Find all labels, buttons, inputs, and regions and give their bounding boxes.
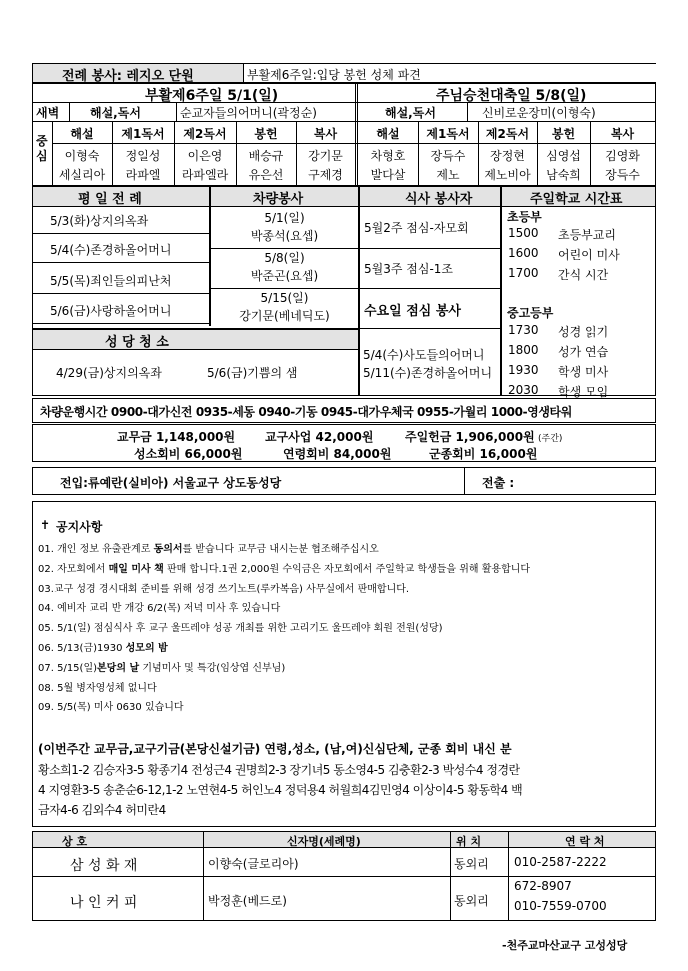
meal-line-2 bbox=[359, 288, 500, 289]
school-time: 1930 bbox=[508, 363, 539, 377]
school-time: 1700 bbox=[508, 266, 539, 280]
donor-line: 금자4-6 김외수4 허미란4 bbox=[38, 803, 166, 817]
name-line1: 이형숙 bbox=[64, 149, 100, 163]
biz-header-loc: 위 치 bbox=[456, 835, 482, 848]
weekday-header: 평 일 전 례 bbox=[78, 192, 142, 207]
biz-row-line bbox=[33, 876, 655, 877]
meal-line-3 bbox=[359, 328, 500, 329]
notice-item bbox=[38, 540, 379, 555]
vehicle-date: 5/8(일) bbox=[264, 251, 305, 265]
weekday-item: 5/3(화)상지의옥좌 bbox=[50, 214, 149, 228]
notice-text: 04. 예비자 교리 반 개강 6/2(목) 저녁 미사 후 있습니다 bbox=[38, 603, 281, 615]
finance-military: 군종회비 16,000원 bbox=[429, 447, 538, 461]
middle-divider-2 bbox=[358, 187, 360, 395]
school-time: 1800 bbox=[508, 343, 539, 357]
school-time: 1600 bbox=[508, 246, 539, 260]
notice-text: 03.교구 성경 경시대회 준비를 위해 성경 쓰기노트(루카복음) 사무실에서 판매합니다. bbox=[38, 583, 410, 595]
notice-item bbox=[38, 599, 280, 614]
school-activity: 학생 모임 bbox=[558, 385, 609, 399]
mid-label: 중고등부 bbox=[507, 306, 554, 320]
name-line2: 장득수 bbox=[605, 168, 640, 182]
school-activity: 어린이 미사 bbox=[558, 248, 620, 262]
notice-highlight: 성모의 밤 bbox=[125, 643, 168, 654]
name-line1: 장정현 bbox=[490, 149, 525, 163]
notice-item bbox=[38, 659, 285, 674]
vehicle-date: 5/1(일) bbox=[264, 211, 305, 225]
biz-row2-phone1: 672-8907 bbox=[514, 879, 572, 893]
notice-text: 05. 5/1(일) 점심식사 후 교구 울뜨레야 성공 개최를 위한 고리기도 울뜨레야 회원 전원(성당) bbox=[38, 623, 443, 635]
notice-text: 판매 합니다.1권 2,000원 수익금은 자모회에서 주일학교 학생들을 위해 활용합니다 bbox=[163, 563, 531, 575]
vehicle-name: 강기문(베네딕도) bbox=[239, 309, 330, 323]
liturgy-parts-text: 부활제6주일:입당 봉헌 성체 파견 bbox=[247, 68, 421, 82]
name-line1: 심영섭 bbox=[546, 149, 581, 163]
school-activity: 성경 읽기 bbox=[558, 325, 609, 339]
notice-text: 기념미사 및 특강(임상엽 신부님) bbox=[139, 662, 286, 674]
biz-row1-loc: 동외리 bbox=[454, 857, 489, 871]
middle-divider-3 bbox=[500, 187, 502, 395]
notice-text: 를 받습니다 교무금 내시는분 협조해주십시오 bbox=[182, 544, 379, 555]
finance-funeral: 연령회비 84,000원 bbox=[283, 447, 392, 461]
biz-row2-loc: 동외리 bbox=[454, 894, 489, 908]
dawn-w1-role: 해설,독서 bbox=[90, 106, 141, 120]
notice-text: 06. 5/13(금)1930 bbox=[38, 643, 126, 654]
weekday-item: 5/6(금)사랑하올어머니 bbox=[50, 304, 172, 318]
school-time: 1730 bbox=[508, 323, 539, 337]
biz-row2-phone2: 010-7559-0700 bbox=[514, 899, 607, 913]
dawn-w2-role: 해설,독서 bbox=[385, 106, 436, 120]
name-line1: 이은영 bbox=[187, 149, 223, 163]
name-line2: 유은선 bbox=[248, 168, 284, 182]
role-label-2: 제2독서 bbox=[183, 127, 227, 141]
name-line1: 정일성 bbox=[125, 149, 161, 163]
dawn-label: 새벽 bbox=[36, 106, 60, 120]
biz-row1-person: 이향숙(글로리아) bbox=[208, 857, 299, 871]
transfer-in: 전입:류예란(실비아) 서울교구 상도동성당 bbox=[60, 476, 282, 490]
meal-header: 식사 봉사자 bbox=[405, 192, 473, 207]
vehicle-header: 차량봉사 bbox=[253, 192, 304, 207]
school-activity: 간식 시간 bbox=[558, 268, 609, 282]
name-line2: 발다살 bbox=[370, 168, 406, 182]
notice-item bbox=[38, 679, 157, 694]
name-line2: 라파엘라 bbox=[181, 168, 229, 182]
school-time: 1500 bbox=[508, 226, 539, 240]
biz-row2-name: 나 인 커 피 bbox=[70, 895, 138, 911]
finance-tithe: 교무금 1,148,000원 bbox=[117, 430, 236, 444]
name-line2: 구제경 bbox=[308, 168, 343, 182]
notices-title: 공지사항 bbox=[56, 520, 103, 534]
notice-text: 07. 5/15(일) bbox=[38, 662, 98, 674]
vehicle-name: 박준곤(요셉) bbox=[250, 269, 319, 283]
donor-line: 황소희1-2 김승자3-5 황종기4 전성근4 권명희2-3 장기녀5 동소영4-5 김충환2-3 박성수4 정경란 bbox=[38, 763, 520, 777]
notice-text: 01. 개인 정보 유출관계로 bbox=[38, 544, 154, 555]
name-line2: 제노 bbox=[436, 168, 460, 182]
notice-highlight: 동의서 bbox=[153, 544, 183, 555]
transfer-out: 전출 : bbox=[482, 476, 515, 490]
role-label-1: 제1독서 bbox=[121, 127, 165, 141]
name-line2: 남숙희 bbox=[546, 168, 581, 182]
weekday-item: 5/5(목)죄인들의피난처 bbox=[50, 274, 172, 288]
dawn-divider-a bbox=[69, 103, 70, 121]
school-activity: 성가 연습 bbox=[558, 345, 609, 359]
liturgy-service-label: 전례 봉사: 레지오 단원 bbox=[62, 69, 194, 84]
notice-cross-icon: ✝ bbox=[40, 518, 51, 532]
role-label-3: 봉헌 bbox=[551, 127, 576, 141]
dawn-w2-name: 신비로운장미(이형숙) bbox=[482, 106, 596, 120]
biz-row2-person: 박정훈(베드로) bbox=[208, 894, 287, 908]
notice-item bbox=[38, 619, 443, 634]
dawn-w1-name: 순교자들의어머니(곽정순) bbox=[180, 106, 317, 120]
role-label-4: 복사 bbox=[610, 127, 635, 141]
biz-row1-name: 삼 성 화 재 bbox=[70, 858, 138, 874]
biz-header-phone: 연 락 처 bbox=[565, 835, 605, 848]
notice-text: 02. 자모회에서 bbox=[38, 563, 109, 575]
meal-wed-item-2: 5/11(수)존경하올어머니 bbox=[363, 366, 493, 380]
meal-line-1 bbox=[359, 248, 500, 249]
biz-header-person: 신자명(세례명) bbox=[287, 835, 361, 848]
weekday-item: 5/4(수)존경하올어머니 bbox=[50, 243, 172, 257]
transfer-divider bbox=[464, 467, 465, 495]
finance-vocation: 성소회비 66,000원 bbox=[134, 447, 243, 461]
cleaning-item-2: 5/6(금)기쁨의 샘 bbox=[207, 366, 298, 380]
name-line1: 김영화 bbox=[605, 149, 640, 163]
school-header: 주일학교 시간표 bbox=[530, 192, 623, 207]
name-line1: 장득수 bbox=[430, 149, 466, 163]
notice-text: 08. 5월 병자영성체 없니다 bbox=[38, 682, 157, 694]
school-activity: 초등부교리 bbox=[558, 228, 616, 242]
cleaning-header-row bbox=[33, 328, 358, 350]
donor-line: 4 지영환3-5 송춘순6-12,1-2 노연현4-5 허인노4 정덕용4 허월희4김민영4 이상이4-5 황동학4 백 bbox=[38, 783, 523, 797]
meal-item-1: 5월2주 점심-자모회 bbox=[364, 221, 469, 235]
notice-item bbox=[38, 580, 409, 595]
notice-item bbox=[38, 698, 184, 713]
vehicle-date: 5/15(일) bbox=[260, 291, 309, 305]
week1-title: 부활제6주일 5/1(일) bbox=[145, 88, 279, 104]
week2-title: 주님승천대축일 5/8(일) bbox=[436, 88, 587, 104]
name-line1: 강기문 bbox=[308, 149, 343, 163]
biz-row1-phone: 010-2587-2222 bbox=[514, 855, 607, 869]
elem-label: 초등부 bbox=[507, 210, 542, 224]
notice-item bbox=[38, 639, 168, 654]
notice-item bbox=[38, 560, 530, 575]
meal-item-2: 5월3주 점심-1조 bbox=[364, 262, 454, 276]
name-line1: 차형호 bbox=[370, 149, 406, 163]
name-line1: 배승규 bbox=[248, 149, 284, 163]
cleaning-header: 성 당 청 소 bbox=[105, 335, 169, 350]
meal-wed-label: 수요일 점심 봉사 bbox=[364, 304, 461, 319]
role-label-0: 해설 bbox=[376, 127, 400, 141]
notice-text: 09. 5/5(목) 미사 0630 있습니다 bbox=[38, 702, 184, 714]
finance-diocese: 교구사업 42,000원 bbox=[265, 430, 374, 444]
role-label-0: 해설 bbox=[70, 127, 94, 141]
role-label-2: 제2독서 bbox=[485, 127, 530, 141]
notice-highlight: 매일 미사 책 bbox=[108, 563, 164, 575]
shuttle-text: 차량운행시간 0900-대가신전 0935-세동 0940-기동 0945-대가우체국 0955-가월리 1000-영생타워 bbox=[40, 405, 572, 419]
donors-title: (이번주간 교무금,교구기금(본당신설기금) 연령,성소, (남,여)신심단체, 군종 회비 내신 분 bbox=[38, 742, 512, 756]
school-time: 2030 bbox=[508, 383, 539, 397]
center-label: 중심 bbox=[36, 134, 48, 163]
role-label-3: 봉헌 bbox=[254, 127, 278, 141]
meal-wed-item-1: 5/4(수)사도들의어머니 bbox=[363, 348, 485, 362]
finance-offering-note: (주간) bbox=[538, 434, 563, 444]
biz-header-name: 상 호 bbox=[62, 835, 88, 848]
name-line2: 세실리아 bbox=[58, 168, 106, 182]
notice-highlight: 본당의 날 bbox=[97, 662, 140, 674]
footer-parish: -천주교마산교구 고성성당 bbox=[502, 939, 628, 952]
role-label-1: 제1독서 bbox=[426, 127, 470, 141]
name-line2: 제노비아 bbox=[484, 168, 531, 182]
name-line2: 라파엘 bbox=[125, 168, 161, 182]
vehicle-name: 박종석(요셉) bbox=[250, 229, 319, 243]
school-activity: 학생 미사 bbox=[558, 365, 609, 379]
finance-offering: 주일헌금 1,906,000원 bbox=[405, 430, 535, 444]
cleaning-item-1: 4/29(금)상지의옥좌 bbox=[56, 366, 162, 380]
role-label-4: 복사 bbox=[313, 127, 338, 141]
